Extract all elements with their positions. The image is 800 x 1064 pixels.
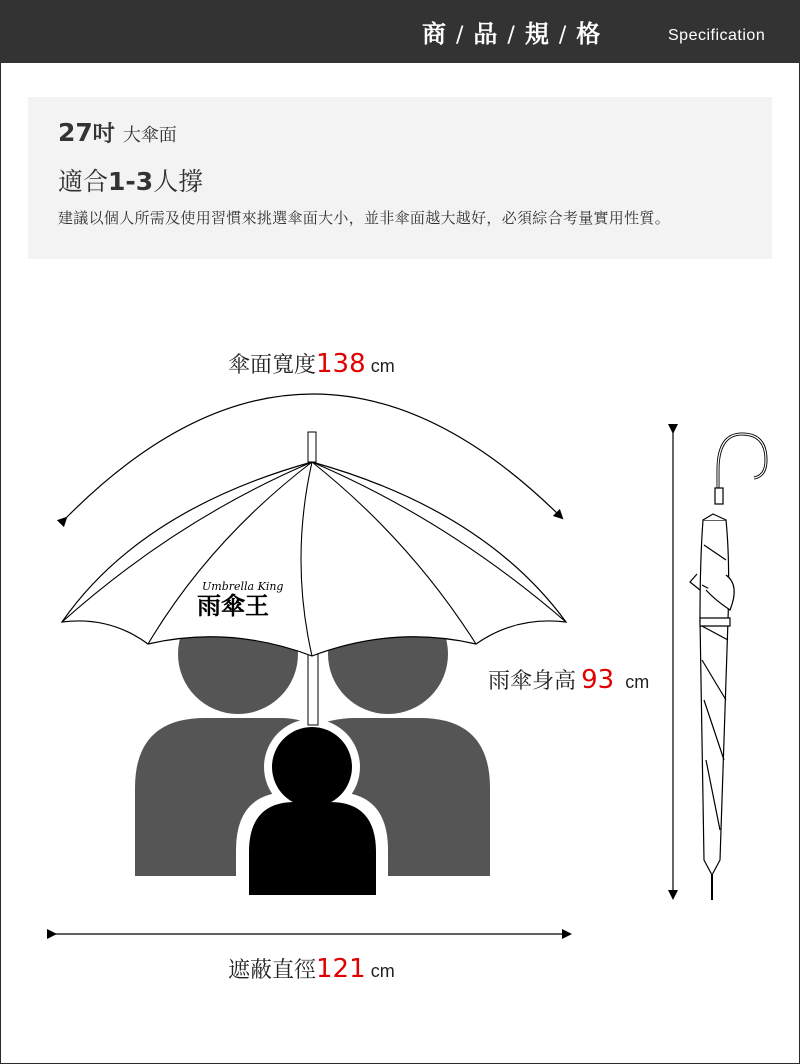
canopy-width-text: 傘面寬度	[228, 353, 317, 378]
coverage-value: 121	[316, 954, 366, 984]
canopy-width-unit: cm	[370, 356, 395, 376]
fit-suffix: 人撐	[153, 167, 204, 196]
canopy-width-label	[228, 348, 395, 379]
coverage-unit: cm	[370, 961, 395, 981]
header-char: 格	[576, 20, 602, 48]
logo-script: Umbrella King	[202, 580, 284, 593]
header-char: 商	[422, 20, 447, 48]
person-center-head	[272, 727, 352, 807]
closed-umbrella	[690, 434, 766, 900]
person-center-body	[249, 802, 376, 895]
height-unit: cm	[625, 672, 650, 692]
size-label: 大傘面	[122, 125, 177, 146]
height-text: 雨傘身高	[488, 669, 577, 694]
fit-prefix: 適合	[58, 167, 109, 196]
header-subtitle: Specification	[668, 27, 766, 44]
height-value: 93	[581, 665, 615, 695]
size-number: 27	[58, 118, 93, 147]
height-label	[488, 664, 649, 695]
fit-number: 1-3	[108, 167, 154, 196]
coverage-text: 遮蔽直徑	[228, 958, 317, 983]
logo-cn: 雨傘王	[197, 592, 269, 620]
header-separator: /	[507, 23, 516, 48]
header-separator: /	[558, 23, 568, 48]
size-unit: 吋	[92, 122, 115, 147]
header-char: 品	[473, 20, 499, 48]
header-separator: /	[456, 23, 465, 48]
coverage-label	[228, 953, 395, 984]
umbrella-shaft	[308, 650, 318, 725]
umbrella-tip	[308, 432, 316, 462]
header-char: 規	[524, 20, 550, 48]
advice-text: 建議以個人所需及使用習慣來挑選傘面大小，並非傘面越大越好，必須綜合考量實用性質。	[58, 209, 671, 227]
umbrella-canopy	[62, 462, 566, 656]
canopy-width-value: 138	[316, 349, 366, 379]
